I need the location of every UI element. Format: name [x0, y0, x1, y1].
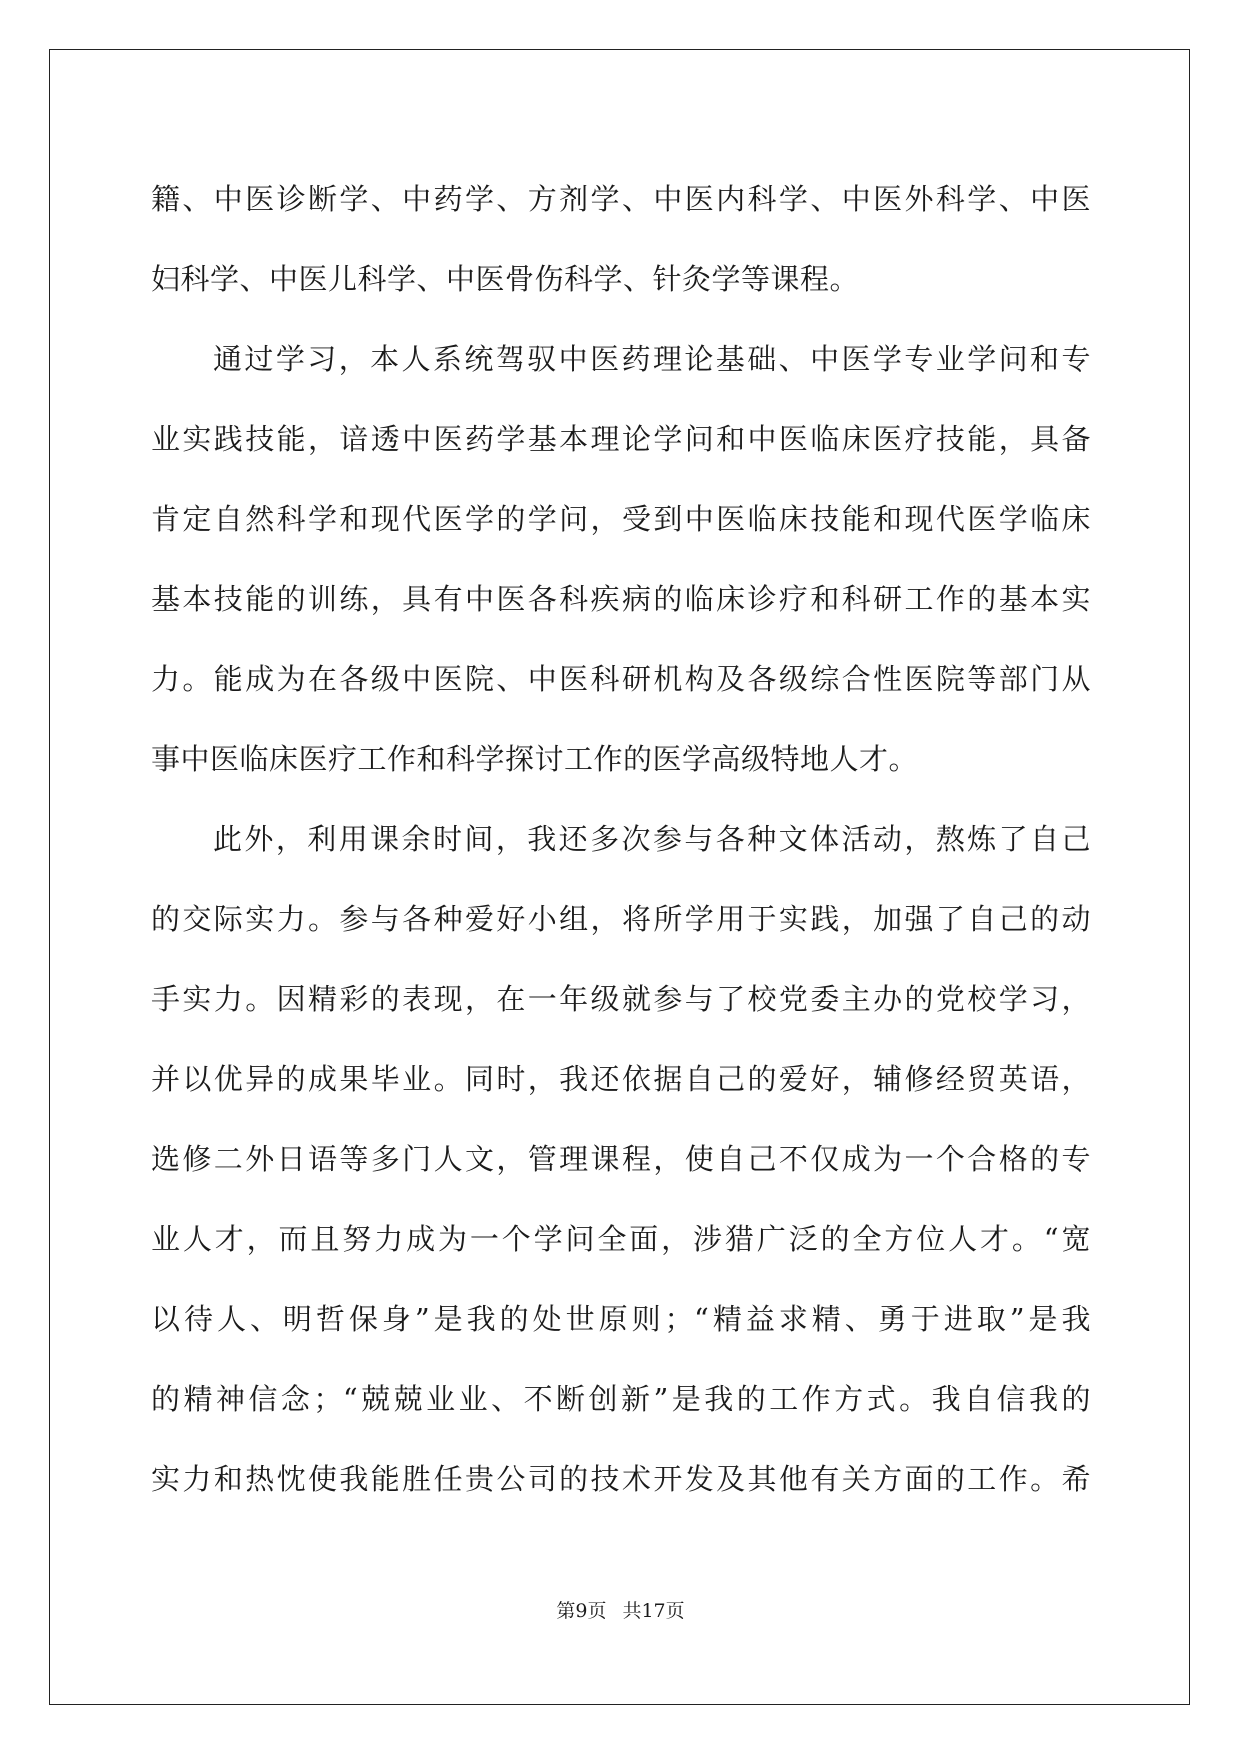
text-line: 的交际实力。参与各种爱好小组，将所学用于实践，加强了自己的动 — [151, 902, 1091, 936]
text-line: 实力和热忱使我能胜任贵公司的技术开发及其他有关方面的工作。希 — [151, 1462, 1091, 1496]
page-total: 共17页 — [622, 1600, 685, 1622]
text-line: 以待人、明哲保身”是我的处世原则；“精益求精、勇于进取”是我 — [151, 1302, 1091, 1336]
page-number: 第9页 — [556, 1600, 607, 1622]
paragraph-start-line: 此外，利用课余时间，我还多次参与各种文体活动，熬炼了自己 — [213, 822, 1091, 856]
text-line: 事中医临床医疗工作和科学探讨工作的医学高级特地人才。 — [151, 742, 919, 776]
text-line: 力。能成为在各级中医院、中医科研机构及各级综合性医院等部门从 — [151, 662, 1091, 696]
text-line: 的精神信念；“兢兢业业、不断创新”是我的工作方式。我自信我的 — [151, 1382, 1091, 1416]
text-line: 选修二外日语等多门人文，管理课程，使自己不仅成为一个合格的专 — [151, 1142, 1091, 1176]
page-footer — [0, 1599, 1241, 1623]
paragraph-start-line: 通过学习，本人系统驾驭中医药理论基础、中医学专业学问和专 — [213, 342, 1091, 376]
document-body — [151, 159, 1091, 1519]
text-line: 并以优异的成果毕业。同时，我还依据自己的爱好，辅修经贸英语， — [151, 1062, 1091, 1096]
text-line: 基本技能的训练，具有中医各科疾病的临床诊疗和科研工作的基本实 — [151, 582, 1091, 616]
text-line: 手实力。因精彩的表现，在一年级就参与了校党委主办的党校学习， — [151, 982, 1091, 1016]
text-line: 业实践技能，谙透中医药学基本理论学问和中医临床医疗技能，具备 — [151, 422, 1091, 456]
text-line: 籍、中医诊断学、中药学、方剂学、中医内科学、中医外科学、中医 — [151, 182, 1091, 216]
text-line: 妇科学、中医儿科学、中医骨伤科学、针灸学等课程。 — [151, 262, 860, 296]
text-line: 肯定自然科学和现代医学的学问，受到中医临床技能和现代医学临床 — [151, 502, 1091, 536]
text-line: 业人才，而且努力成为一个学问全面，涉猎广泛的全方位人才。“宽 — [151, 1222, 1091, 1256]
